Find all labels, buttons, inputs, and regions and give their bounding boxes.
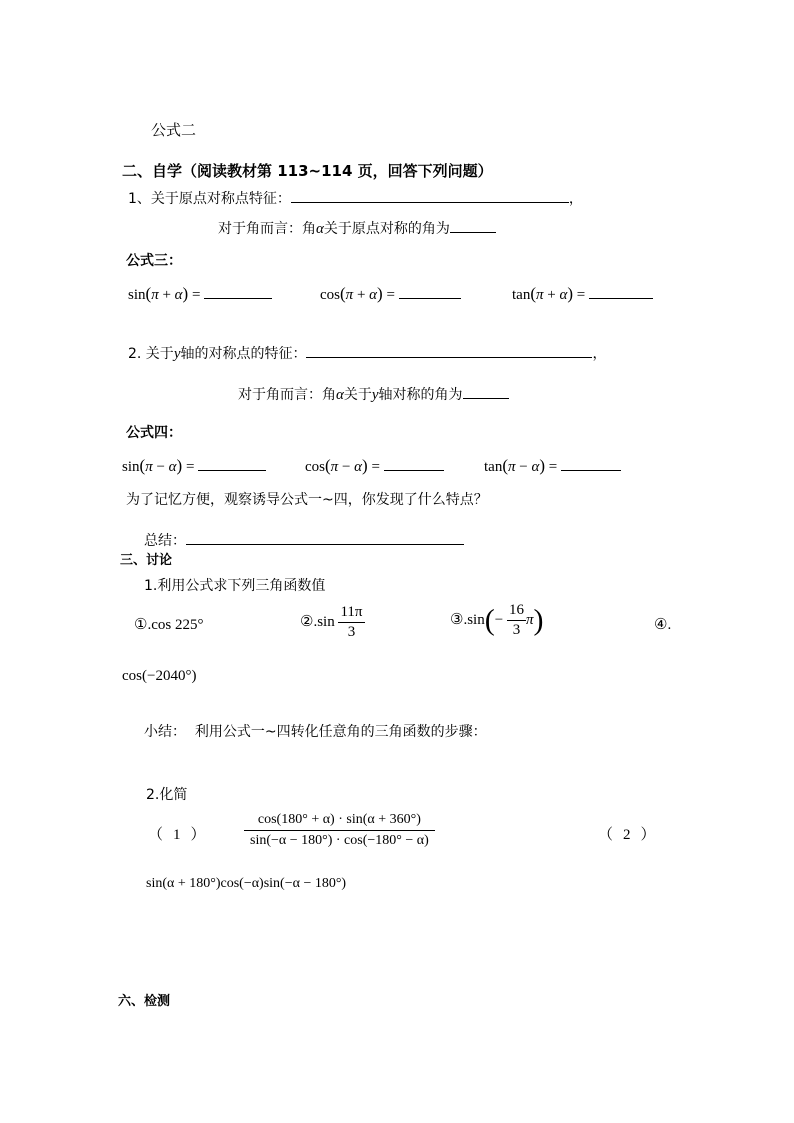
- q1-angle-line: [218, 218, 496, 238]
- formula3-sin: sin(π + α) =: [128, 284, 272, 304]
- formula3-cos: cos(π + α) =: [320, 284, 461, 304]
- item2-fraction: [338, 604, 364, 641]
- item3-numerator: 16: [507, 602, 526, 621]
- q2-angle-line: [238, 384, 509, 404]
- q2-axis-var: y: [173, 346, 181, 362]
- q2-axis-var: y: [371, 387, 379, 403]
- formula3-tan-blank: [589, 284, 653, 299]
- item3-marker: ③.: [450, 611, 468, 628]
- task2-expr2: sin(α + 180°)cos(−α)sin(−α − 180°): [146, 876, 347, 891]
- q1-comma: ，: [568, 191, 583, 207]
- task1-label: 1.利用公式求下列三角函数值: [144, 578, 326, 594]
- q2-label-before: 2. 关于: [128, 346, 174, 362]
- item2-numerator: 11π: [338, 604, 364, 623]
- formula4-tan: tan(π − α) =: [484, 456, 621, 476]
- q2-line: [128, 343, 606, 363]
- formula4-cos-blank: [384, 456, 444, 471]
- formula4-cos: cos(π − α) =: [305, 456, 444, 476]
- q2-answer-blank: [306, 343, 592, 358]
- formula3-tan: tan(π + α) =: [512, 284, 653, 304]
- q2-comma: ，: [592, 346, 607, 362]
- item1-marker: ①.: [134, 617, 152, 633]
- item1-expr: cos 225°: [151, 617, 204, 633]
- task2-fraction-denominator: sin(−α − 180°) · cos(−180° − α): [250, 833, 429, 848]
- summary-blank: [186, 530, 464, 545]
- formula2-title: 公式二: [151, 121, 197, 139]
- q2-angle-blank: [463, 384, 509, 399]
- alpha-symbol: α: [336, 387, 344, 403]
- summary-label: 总结：: [144, 533, 186, 549]
- formula4-sin: sin(π − α) =: [122, 456, 266, 476]
- formula3-cos-blank: [399, 284, 461, 299]
- q1-angle-text-before: 对于角而言：角: [218, 221, 316, 237]
- q2-label-after: 轴的对称点的特征：: [180, 346, 307, 362]
- task1-item3: ③.sin(− $\frac{16}{3}$ π): [450, 602, 544, 638]
- task1-item1: [134, 615, 203, 634]
- task2-part1-label: （ 1 ）: [148, 827, 206, 843]
- section3-heading: 三、讨论: [120, 553, 173, 568]
- item2-denominator: 3: [347, 624, 356, 640]
- item3-sign: −: [494, 611, 504, 628]
- q2-angle-text-before: 对于角而言：角: [238, 387, 336, 403]
- formula4-sin-blank: [198, 456, 266, 471]
- item2-fn: sin: [317, 613, 335, 630]
- task1-item2: [300, 604, 365, 641]
- formula4-tan-blank: [561, 456, 621, 471]
- formula4-title: 公式四：: [126, 425, 182, 441]
- task2-fraction: [244, 812, 435, 849]
- alpha-symbol: α: [316, 221, 324, 237]
- task2-label: 2.化简: [146, 787, 188, 803]
- section2-heading: 二、自学（阅读教材第 113~114 页，回答下列问题）: [122, 162, 493, 180]
- q1-label: 1、关于原点对称点特征：: [128, 191, 291, 207]
- item2-marker: ②.: [300, 613, 318, 630]
- summary-line: [144, 530, 464, 550]
- formula3-title: 公式三：: [126, 253, 182, 269]
- item3-denominator: 3: [512, 622, 521, 638]
- q1-line: [128, 188, 583, 208]
- task1-item4-marker: ④.: [654, 617, 672, 633]
- task2-part2-label: （ 2 ）: [598, 827, 656, 843]
- item3-tail: π: [525, 611, 534, 628]
- q1-angle-blank: [450, 218, 496, 233]
- task1-item4-expr: cos(−2040°): [122, 668, 197, 684]
- q1-angle-text-after: 关于原点对称的角为: [323, 221, 450, 237]
- item3-fraction: [507, 602, 526, 639]
- formula3-sin-blank: [204, 284, 272, 299]
- small-summary: 小结： 利用公式一~四转化任意角的三角函数的步骤：: [144, 724, 487, 740]
- item3-fn: sin: [467, 611, 485, 628]
- task2-fraction-numerator: cos(180° + α) · sin(α + 360°): [244, 812, 435, 831]
- q2-angle-text-after: 轴对称的角为: [378, 387, 463, 403]
- section6-heading: 六、检测: [118, 994, 171, 1009]
- memory-question: 为了记忆方便，观察诱导公式一~四，你发现了什么特点？: [126, 492, 488, 508]
- q1-answer-blank: [291, 188, 569, 203]
- q2-angle-text-mid: 关于: [343, 387, 372, 403]
